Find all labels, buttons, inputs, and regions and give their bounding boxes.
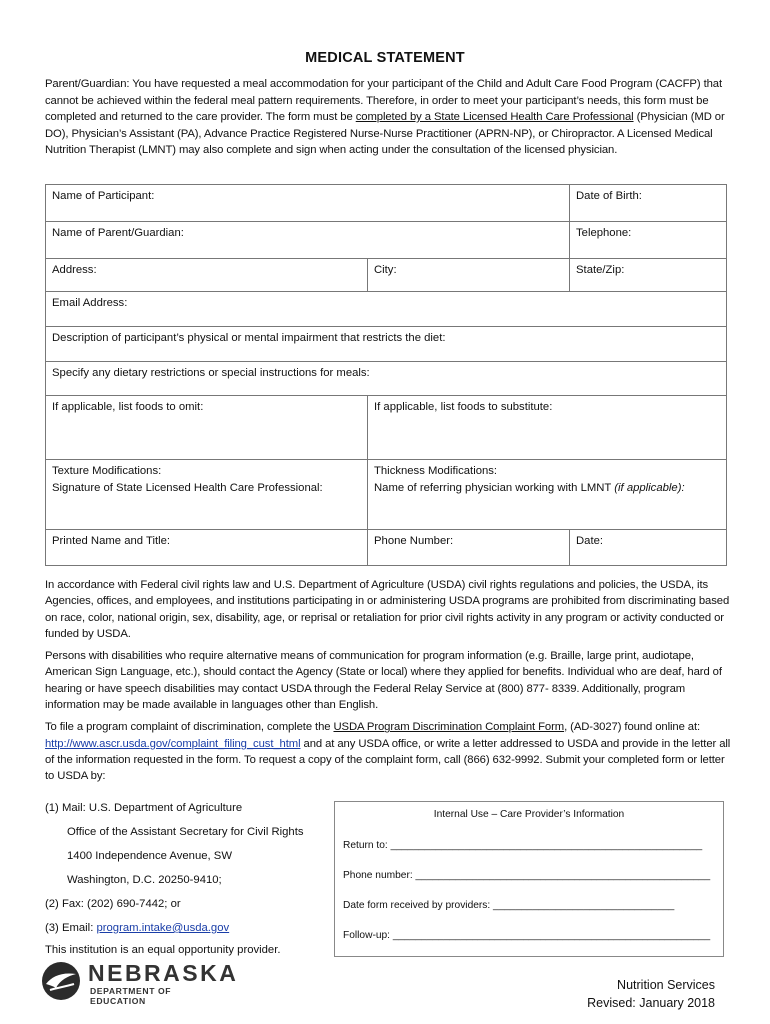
nebraska-logo <box>38 960 239 1006</box>
provider-phone-field[interactable]: Phone number: ____________________________________________________ <box>343 870 711 881</box>
telephone-field[interactable]: Telephone: <box>570 222 727 259</box>
intro-text-2: (Physician (MD or DO), Physician’s Assistant (PA), Advance Practice Registered Nurse-Nurse Practitioner (APRN-NP), or Chiropractor. A Licensed Medical Nutrition Therapist (LMNT) may also complete and sign when acting under the consultation of the licensed physician. <box>45 111 725 156</box>
foods-substitute-field[interactable]: If applicable, list foods to substitute: <box>368 396 727 460</box>
submission-methods <box>45 796 345 960</box>
logo-subtitle: DEPARTMENT OF EDUCATION <box>90 986 172 1006</box>
mail-street-line: 1400 Independence Avenue, SW <box>67 850 232 862</box>
date-received-field[interactable]: Date form received by providers: ________________________________ <box>343 900 675 911</box>
intro-paragraph <box>45 76 735 159</box>
email-line: (3) Email: program.intake@usda.gov <box>45 922 230 934</box>
mail-office-line: Office of the Assistant Secretary for Civil Rights <box>67 826 304 838</box>
footer-revised: Revised: January 2018 <box>587 996 715 1010</box>
equal-opportunity-line: This institution is an equal opportunity provider. <box>45 944 281 956</box>
logo-wordmark: NEBRASKA <box>88 960 239 986</box>
impairment-description-field[interactable]: Description of participant’s physical or mental impairment that restricts the diet: <box>46 327 727 362</box>
civil-rights-paragraph: In accordance with Federal civil rights law and U.S. Department of Agriculture (USDA) civil rights regulations and policies, the USDA, its Agencies, offices, and employees, and institutions participating in or administering USDA programs are prohibited from discriminating based on race, color, national origin, sex, disability, age, or reprisal or retaliation for prior civil rights activity in any program or activity conducted or funded by USDA. <box>45 579 730 640</box>
fax-line: (2) Fax: (202) 690-7442; or <box>45 898 181 910</box>
mail-line: (1) Mail: U.S. Department of Agriculture <box>45 802 243 814</box>
city-field[interactable]: City: <box>368 259 570 292</box>
internal-use-header: Internal Use – Care Provider’s Information <box>433 809 625 820</box>
complaint-url-link[interactable]: http://www.ascr.usda.gov/complaint_filing_cust_html <box>45 737 301 750</box>
disabilities-paragraph: Persons with disabilities who require alternative means of communication for program information (e.g. Braille, large print, audiotape, American Sign Language, etc.), should contact the Agency (State or local) where they applied for benefits. Individual who are deaf, hard of hearing or have speech disabilities may contact USDA through the Federal Relay Service at (800) 877- 8339. Additionally, program information may be made available in languages other than English. <box>45 650 722 712</box>
internal-use-box <box>334 801 724 957</box>
medical-form-table <box>45 184 727 566</box>
date-field[interactable]: Date: <box>570 530 727 566</box>
texture-signature-cell[interactable] <box>46 460 368 530</box>
dietary-restrictions-field[interactable]: Specify any dietary restrictions or special instructions for meals: <box>46 362 727 396</box>
mail-city-line: Washington, D.C. 20250-9410; <box>67 874 222 886</box>
phone-number-field[interactable]: Phone Number: <box>368 530 570 566</box>
complaint-paragraph: To file a program complaint of discrimination, complete the USDA Program Discrimination Complaint Form, (AD-3027) found online at: http://www.ascr.usda.gov/complaint_filing_cust_html and at any USDA office, or write a letter addressed to USDA and provide in the letter all of the information requested in the form. To request a copy of the complaint form, call (866) 632-9992. Submit your completed form or letter to USDA by: <box>45 721 731 783</box>
parent-guardian-field[interactable]: Name of Parent/Guardian: <box>46 222 570 259</box>
foods-omit-field[interactable]: If applicable, list foods to omit: <box>46 396 368 460</box>
address-field[interactable]: Address: <box>46 259 368 292</box>
email-link[interactable]: program.intake@usda.gov <box>96 922 230 934</box>
date-of-birth-field[interactable]: Date of Birth: <box>570 185 727 222</box>
follow-up-field[interactable]: Follow-up: ________________________________________________________ <box>343 930 711 941</box>
footer-department: Nutrition Services <box>617 978 715 992</box>
footer <box>587 976 715 1012</box>
email-field[interactable]: Email Address: <box>46 292 727 327</box>
printed-name-field[interactable]: Printed Name and Title: <box>46 530 368 566</box>
civil-rights-statement <box>45 577 735 791</box>
signature-label: Signature of State Licensed Health Care Professional: <box>52 482 323 494</box>
intro-underlined-text: completed by a State Licensed Health Care Professional <box>355 111 634 123</box>
participant-name-field[interactable]: Name of Participant: <box>46 185 570 222</box>
texture-modifications-label: Texture Modifications: <box>52 465 162 477</box>
nebraska-emblem-icon <box>38 960 84 1002</box>
page-title: MEDICAL STATEMENT <box>305 50 465 66</box>
return-to-field[interactable]: Return to: _______________________________________________________ <box>343 840 703 851</box>
referring-physician-label: Name of referring physician working with LMNT (if applicable): <box>374 482 685 494</box>
thickness-modifications-label: Thickness Modifications: <box>374 465 498 477</box>
complaint-form-link[interactable]: USDA Program Discrimination Complaint Form <box>333 721 565 734</box>
intro-text-1: Parent/Guardian: You have requested a meal accommodation for your participant of the Child and Adult Care Food Program (CACFP) that cannot be achieved within the federal meal pattern requirements. Therefore, in order to meet your participant’s needs, this form must be completed and returned to the care provider. The form must be <box>45 78 723 123</box>
thickness-referring-cell[interactable] <box>368 460 727 530</box>
state-zip-field[interactable]: State/Zip: <box>570 259 727 292</box>
